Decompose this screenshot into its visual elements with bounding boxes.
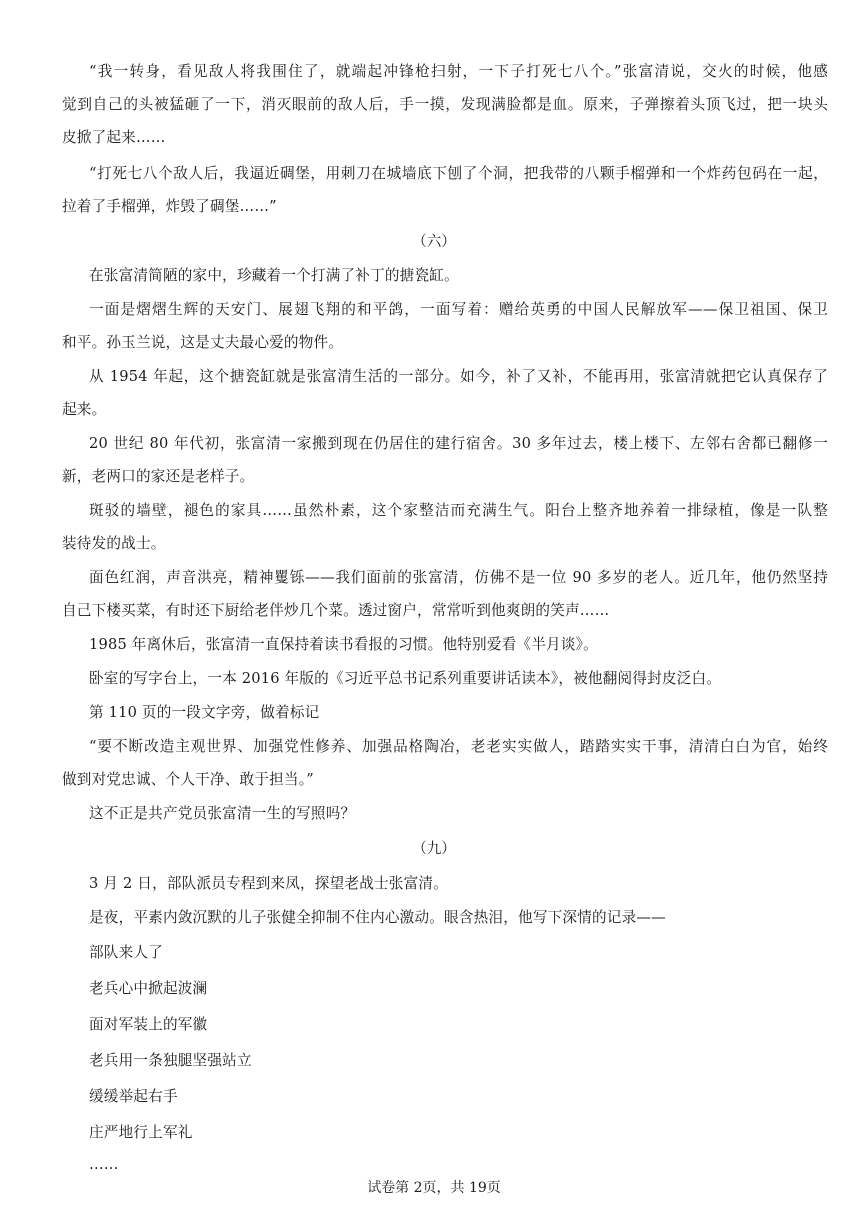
page-footer: 试卷第 2页，共 19页 <box>367 1180 501 1196</box>
paragraph-line: 在张富清简陋的家中，珍藏着一个打满了补丁的搪瓷缸。 <box>89 267 459 284</box>
poem-line: 缓缓举起右手 <box>89 1088 178 1105</box>
poem-line: …… <box>89 1156 119 1173</box>
paragraph-line: “打死七八个敌人后，我逼近碉堡，用刺刀在城墙底下刨了个洞，把我带的八颗手榴弹和一个炸药包码在一起， <box>89 165 828 182</box>
poem-line: 庄严地行上军礼 <box>89 1124 193 1141</box>
paragraph-line: 新，老两口的家还是老样子。 <box>62 468 255 485</box>
paragraph-line: 和平。孙玉兰说，这是丈夫最心爱的物件。 <box>62 334 344 351</box>
paragraph-line: 是夜，平素内敛沉默的儿子张健全抑制不住内心激动。眼含热泪，他写下深情的记录—— <box>89 909 666 926</box>
paragraph-line: “要不断改造主观世界、加强党性修养、加强品格陶冶，老老实实做人，踏踏实实干事，清清白白为官，始终 <box>89 738 828 755</box>
poem-line: 老兵心中掀起波澜 <box>89 980 208 997</box>
paragraph-line: 自己下楼买菜，有时还下厨给老伴炒几个菜。透过窗户，常常听到他爽朗的笑声…… <box>62 602 610 619</box>
paragraph-line: 20 世纪 80 年代初，张富清一家搬到现在仍居住的建行宿舍。30 多年过去，楼上楼下、左邻右舍都已翻修一 <box>89 435 828 452</box>
paragraph-line: 起来。 <box>62 401 107 418</box>
poem-line: 老兵用一条独腿坚强站立 <box>89 1052 252 1069</box>
paragraph-line: 面色红润，声音洪亮，精神矍铄——我们面前的张富清，仿佛不是一位 90 多岁的老人。近几年，他仍然坚持 <box>89 569 828 586</box>
paragraph-line: “我一转身，看见敌人将我围住了，就端起冲锋枪扫射，一下子打死七八个。”张富清说，交火的时候，他感 <box>89 63 828 80</box>
paragraph-line: 第 110 页的一段文字旁，做着标记 <box>89 704 320 721</box>
paragraph-line: 觉到自己的头被猛砸了一下，消灭眼前的敌人后，手一摸，发现满脸都是血。原来，子弹擦着头顶飞过，把一块头 <box>62 96 828 113</box>
paragraph-line: 3 月 2 日，部队派员专程到来凤，探望老战士张富清。 <box>89 875 448 892</box>
paragraph-line: 一面是熠熠生辉的天安门、展翅飞翔的和平鸽，一面写着：赠给英勇的中国人民解放军——保卫祖国、保卫 <box>89 301 828 318</box>
poem-line: 面对军装上的军徽 <box>89 1016 208 1033</box>
paragraph-line: 斑驳的墙壁，褪色的家具……虽然朴素，这个家整洁而充满生气。阳台上整齐地养着一排绿植，像是一队整 <box>89 502 828 519</box>
section-heading: （九） <box>412 840 456 857</box>
paragraph-line: 卧室的写字台上，一本 2016 年版的《习近平总书记系列重要讲话读本》，被他翻阅得封皮泛白。 <box>89 670 722 687</box>
paragraph-line: 做到对党忠诚、个人干净、敢于担当。” <box>62 771 314 788</box>
paragraph-line: 皮掀了起来…… <box>62 129 166 146</box>
paragraph-line: 1985 年离休后，张富清一直保持着读书看报的习惯。他特别爱看《半月谈》。 <box>89 636 598 653</box>
paragraph-line: 从 1954 年起，这个搪瓷缸就是张富清生活的一部分。如今，补了又补，不能再用，张富清就把它认真保存了 <box>89 368 828 385</box>
poem-line: 部队来人了 <box>89 944 163 961</box>
paragraph-line: 这不正是共产党员张富清一生的写照吗？ <box>89 805 356 822</box>
paragraph-line: 拉着了手榴弹，炸毁了碉堡……” <box>62 198 277 215</box>
section-heading: （六） <box>412 233 456 250</box>
paragraph-line: 装待发的战士。 <box>62 535 166 552</box>
